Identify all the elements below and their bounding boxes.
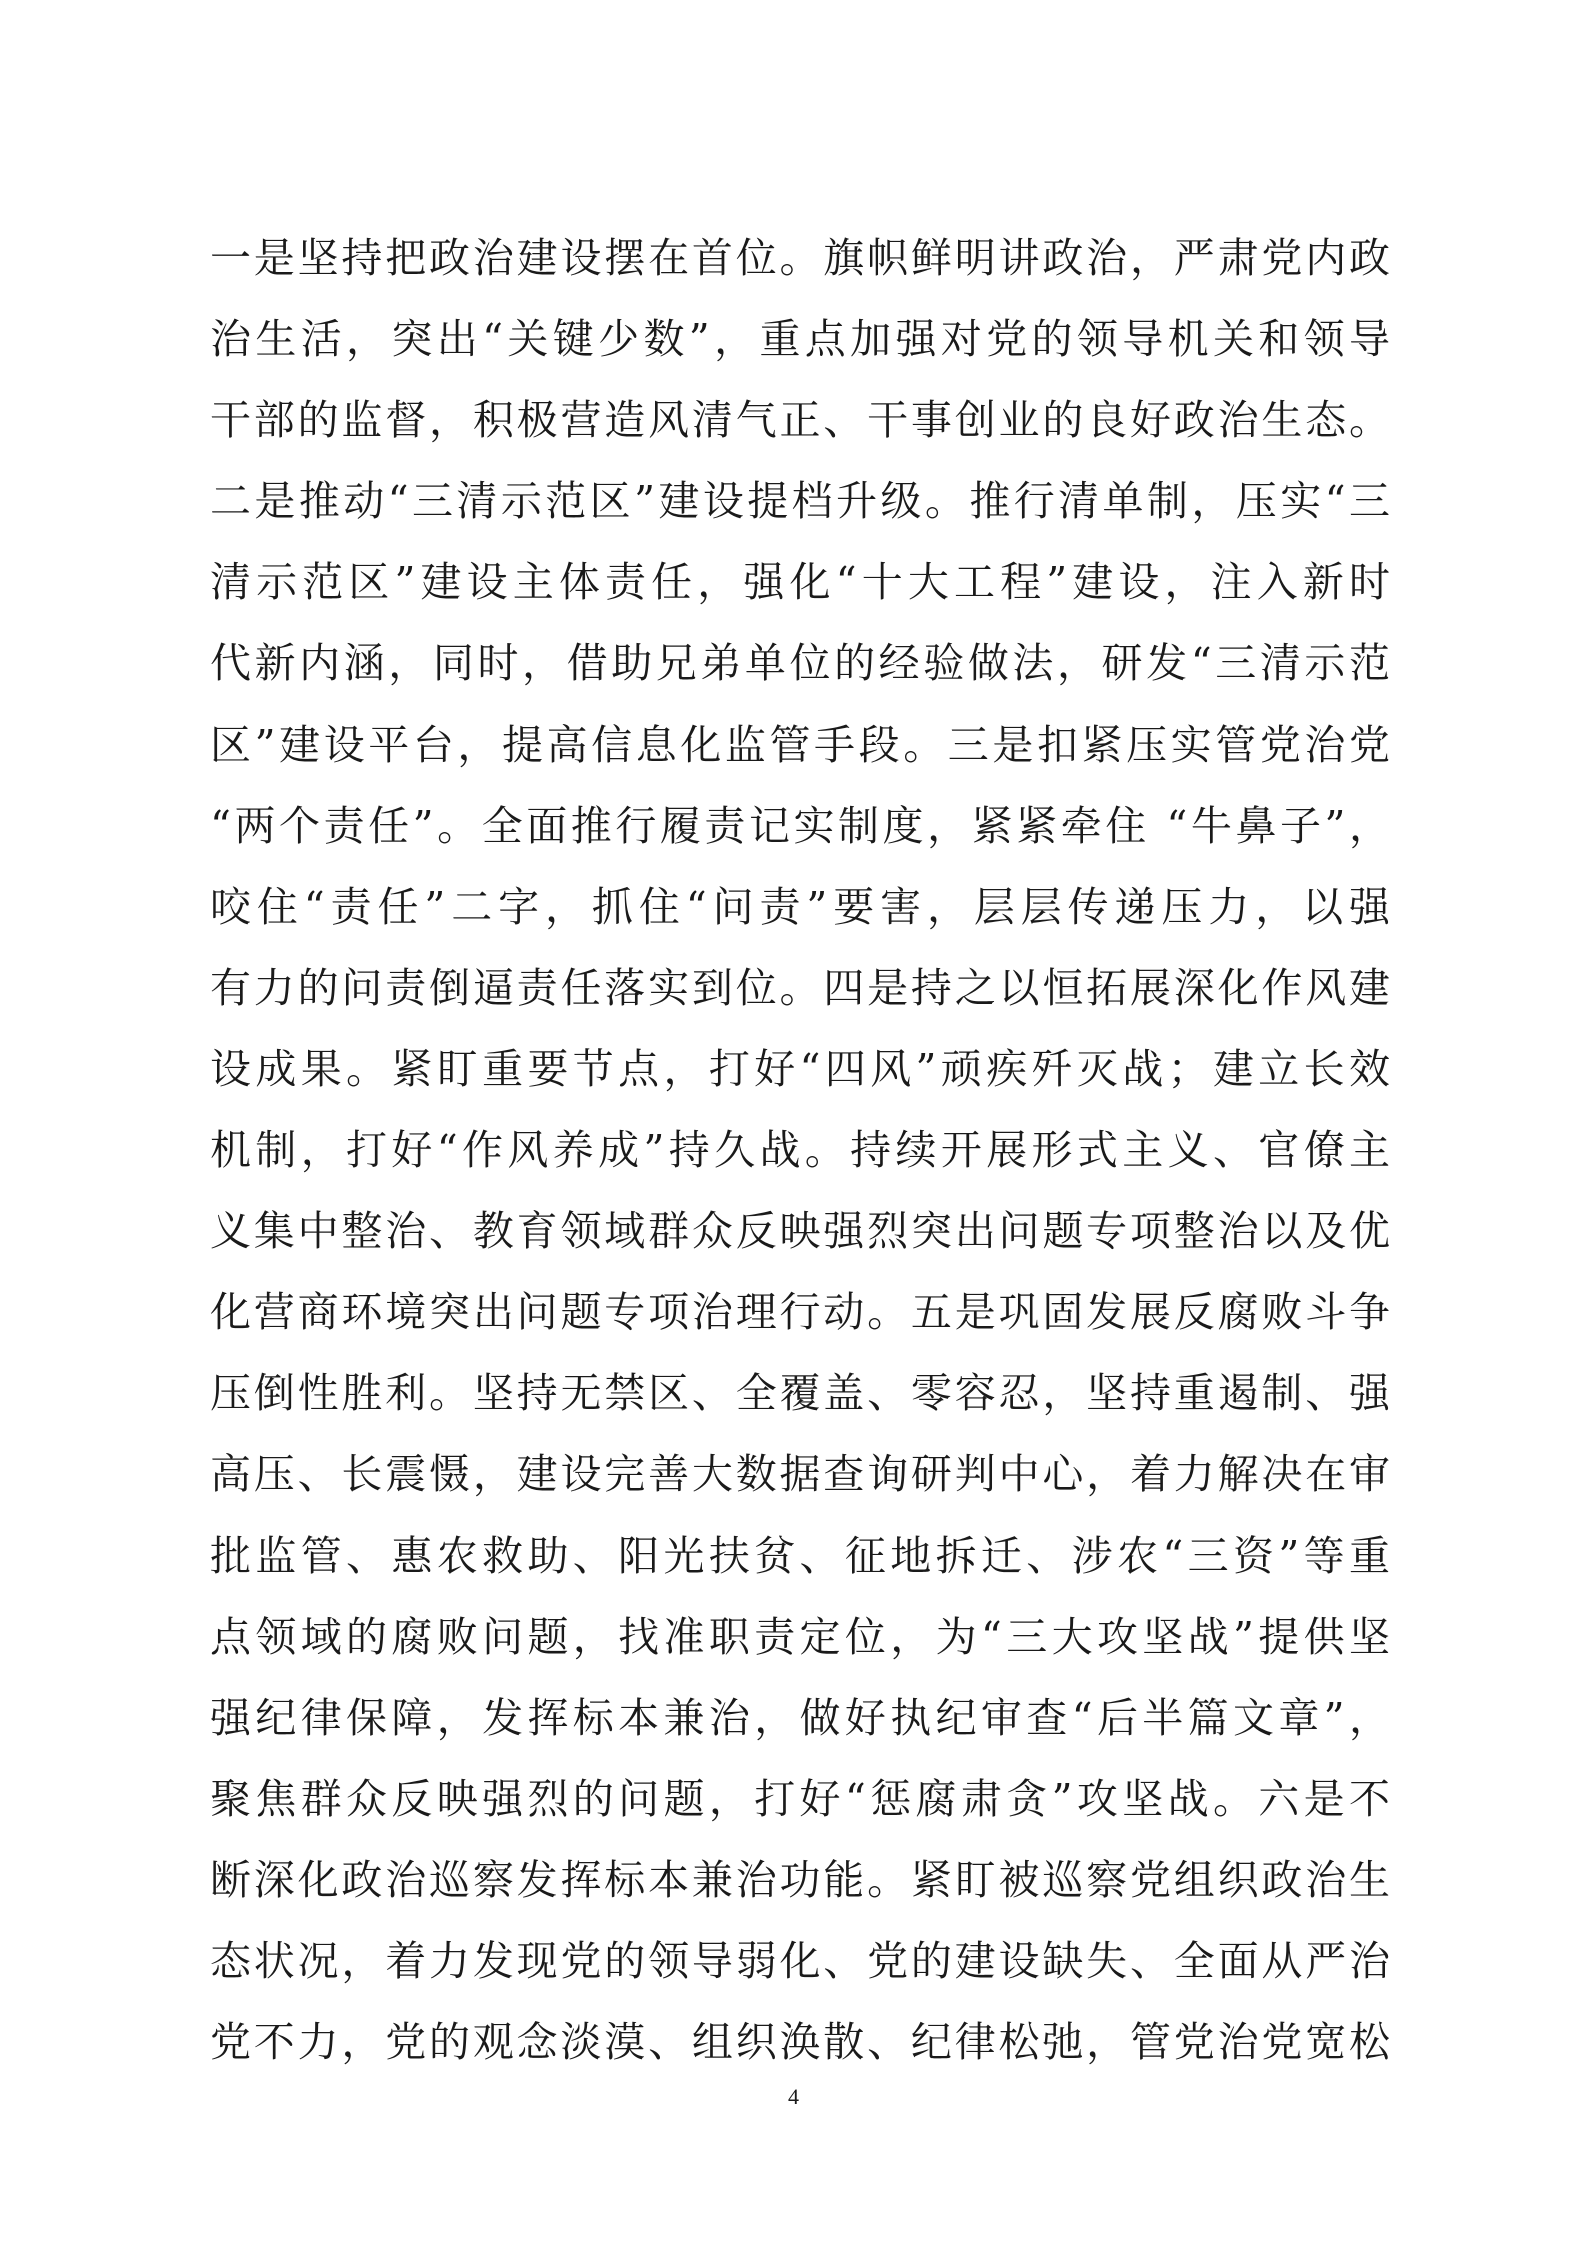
text-line: 压倒性胜利。坚持无禁区、全覆盖、零容忍，坚持重遏制、强 [210, 1369, 1390, 1418]
text-line: 批监管、惠农救助、阳光扶贫、征地拆迁、涉农“三资”等重 [210, 1531, 1390, 1580]
text-line: 点领域的腐败问题，找准职责定位，为“三大攻坚战”提供坚 [210, 1612, 1390, 1661]
text-line: 高压、长震慑，建设完善大数据查询研判中心，着力解决在审 [210, 1450, 1390, 1499]
text-line: 干部的监督，积极营造风清气正、干事创业的良好政治生态。 [210, 396, 1390, 445]
text-line: 党不力，党的观念淡漠、组织涣散、纪律松弛，管党治党宽松 [210, 2018, 1390, 2067]
text-line: 态状况，着力发现党的领导弱化、党的建设缺失、全面从严治 [210, 1936, 1390, 1985]
text-line: 代新内涵，同时，借助兄弟单位的经验做法，研发“三清示范 [210, 639, 1390, 688]
text-line: 清示范区”建设主体责任，强化“十大工程”建设，注入新时 [210, 558, 1390, 607]
body-paragraph [210, 218, 1390, 2083]
page-number: 4 [788, 2084, 799, 2109]
text-line: 治生活，突出“关键少数”，重点加强对党的领导机关和领导 [210, 315, 1390, 364]
text-line: 机制，打好“作风养成”持久战。持续开展形式主义、官僚主 [210, 1126, 1390, 1175]
text-line: 设成果。紧盯重要节点，打好“四风”顽疾歼灭战；建立长效 [210, 1044, 1390, 1093]
text-line: 强纪律保障，发挥标本兼治，做好执纪审查“后半篇文章”， [210, 1693, 1390, 1742]
text-line: 二是推动“三清示范区”建设提档升级。推行清单制，压实“三 [210, 477, 1390, 526]
text-line: 有力的问责倒逼责任落实到位。四是持之以恒拓展深化作风建 [210, 963, 1390, 1012]
text-line: 化营商环境突出问题专项治理行动。五是巩固发展反腐败斗争 [210, 1288, 1390, 1337]
text-line: 聚焦群众反映强烈的问题，打好“惩腐肃贪”攻坚战。六是不 [210, 1774, 1390, 1823]
text-line: “两个责任”。全面推行履责记实制度，紧紧牵住 “牛鼻子”， [210, 801, 1390, 850]
text-line: 区”建设平台，提高信息化监管手段。三是扣紧压实管党治党 [210, 720, 1390, 769]
text-line: 义集中整治、教育领域群众反映强烈突出问题专项整治以及优 [210, 1207, 1390, 1256]
text-line: 一是坚持把政治建设摆在首位。旗帜鲜明讲政治，严肃党内政 [210, 234, 1390, 282]
text-line: 断深化政治巡察发挥标本兼治功能。紧盯被巡察党组织政治生 [210, 1855, 1390, 1904]
text-line: 咬住“责任”二字，抓住“问责”要害，层层传递压力，以强 [210, 882, 1390, 931]
